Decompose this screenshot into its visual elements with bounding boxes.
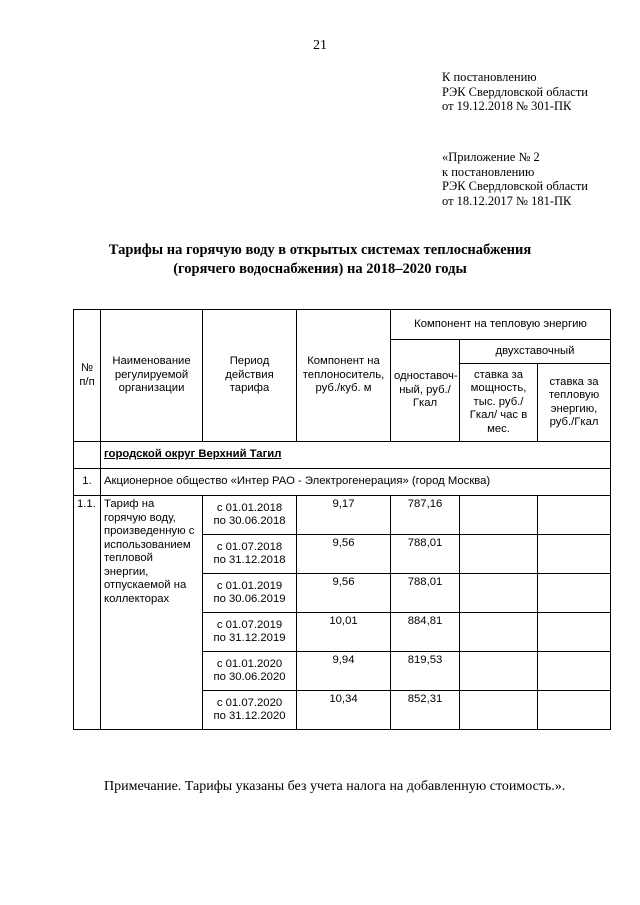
header-carrier-component: Компонент на теплоноситель, руб./куб. м xyxy=(297,310,391,442)
single-rate-value: 787,16 xyxy=(391,496,460,535)
page-number: 21 xyxy=(313,38,327,53)
single-rate-value: 819,53 xyxy=(391,652,460,691)
period-from: с 01.07.2020 xyxy=(216,696,283,709)
capacity-rate-value xyxy=(460,574,538,613)
document-title xyxy=(60,241,580,279)
header-thermal-component: Компонент на тепловую энергию xyxy=(391,310,611,340)
org-num: 1. xyxy=(74,469,101,496)
appendix-line: РЭК Свердловской области xyxy=(442,179,588,193)
appendix-line: от 18.12.2017 № 181-ПК xyxy=(442,193,572,208)
period-to: по 30.06.2020 xyxy=(213,671,286,683)
period-cell xyxy=(203,691,297,730)
attachment-line: РЭК Свердловской области xyxy=(442,84,588,99)
period-cell xyxy=(203,496,297,535)
energy-rate-value xyxy=(538,496,611,535)
section-label: городской округ Верхний Тагил xyxy=(101,442,611,469)
period-to: по 31.12.2020 xyxy=(213,710,286,722)
capacity-rate-value xyxy=(460,496,538,535)
period-to: по 31.12.2018 xyxy=(213,554,286,566)
capacity-rate-value xyxy=(460,535,538,574)
period-cell xyxy=(203,613,297,652)
header-single-rate: одноставоч-ный, руб./Гкал xyxy=(391,340,460,442)
period-from: с 01.07.2019 xyxy=(216,618,283,631)
item-name: Тариф на горячую воду, произведенную с использованием тепловой энергии, отпускаемой на коллекторах xyxy=(101,496,203,730)
carrier-value: 10,34 xyxy=(297,691,391,730)
capacity-rate-value xyxy=(460,652,538,691)
appendix-line: «Приложение № 2 xyxy=(442,150,540,164)
attachment-reference xyxy=(442,70,588,114)
title-line: Тарифы на горячую воду в открытых системах теплоснабжения xyxy=(108,242,532,258)
title-line: (горячего водоснабжения) на 2018–2020 годы xyxy=(173,261,467,277)
header-capacity-rate: ставка за мощность, тыс. руб./Гкал/ час в мес. xyxy=(460,364,538,442)
period-from: с 01.01.2019 xyxy=(216,579,283,592)
carrier-value: 9,94 xyxy=(297,652,391,691)
carrier-value: 9,17 xyxy=(297,496,391,535)
period-cell xyxy=(203,535,297,574)
single-rate-value: 788,01 xyxy=(391,574,460,613)
section-num-cell xyxy=(74,442,101,469)
period-to: по 30.06.2018 xyxy=(213,515,286,527)
period-from: с 01.07.2018 xyxy=(216,540,283,553)
energy-rate-value xyxy=(538,613,611,652)
energy-rate-value xyxy=(538,574,611,613)
header-organization: Наименование регулируемой организации xyxy=(101,310,203,442)
appendix-reference xyxy=(442,150,588,208)
appendix-line: к постановлению xyxy=(442,164,535,179)
item-num: 1.1. xyxy=(74,496,101,730)
table-row xyxy=(74,496,611,535)
header-num: № п/п xyxy=(74,310,101,442)
carrier-value: 9,56 xyxy=(297,574,391,613)
carrier-value: 10,01 xyxy=(297,613,391,652)
period-cell xyxy=(203,574,297,613)
period-cell xyxy=(203,652,297,691)
note-text: Примечание. Тарифы указаны без учета налога на добавленную стоимость.». xyxy=(104,779,566,794)
org-name: Акционерное общество «Интер РАО - Электрогенерация» (город Москва) xyxy=(101,469,611,496)
capacity-rate-value xyxy=(460,613,538,652)
energy-rate-value xyxy=(538,691,611,730)
period-from: с 01.01.2018 xyxy=(216,501,283,514)
energy-rate-value xyxy=(538,652,611,691)
period-to: по 30.06.2019 xyxy=(213,593,286,605)
attachment-line: К постановлению xyxy=(442,70,537,84)
period-to: по 31.12.2019 xyxy=(213,632,286,644)
carrier-value: 9,56 xyxy=(297,535,391,574)
header-energy-rate: ставка за тепловую энергию, руб./Гкал xyxy=(538,364,611,442)
period-from: с 01.01.2020 xyxy=(216,657,283,670)
header-period: Период действия тарифа xyxy=(203,310,297,442)
single-rate-value: 884,81 xyxy=(391,613,460,652)
attachment-line: от 19.12.2018 № 301-ПК xyxy=(442,99,572,113)
tariff-table xyxy=(73,309,611,730)
single-rate-value: 788,01 xyxy=(391,535,460,574)
single-rate-value: 852,31 xyxy=(391,691,460,730)
capacity-rate-value xyxy=(460,691,538,730)
header-two-rate: двухставочный xyxy=(460,340,611,364)
energy-rate-value xyxy=(538,535,611,574)
